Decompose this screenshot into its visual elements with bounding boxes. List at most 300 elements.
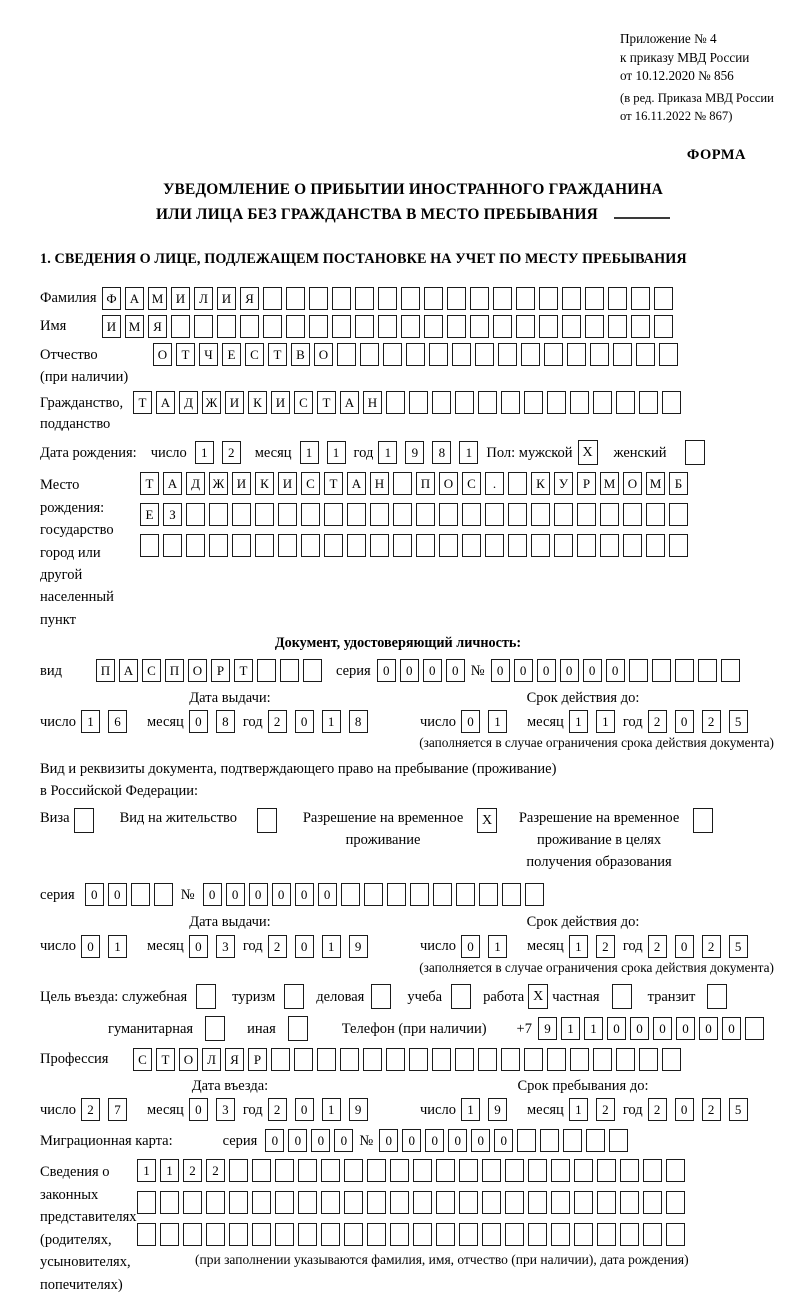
char-box[interactable]: Ж (202, 391, 221, 414)
char-box[interactable]: 2 (81, 1098, 100, 1121)
char-box[interactable] (347, 534, 366, 557)
char-box[interactable] (570, 1048, 589, 1071)
char-box[interactable] (539, 287, 558, 310)
char-box[interactable] (482, 1191, 501, 1214)
char-box[interactable] (524, 1048, 543, 1071)
entry-day[interactable] (81, 1098, 135, 1121)
char-box[interactable]: 0 (653, 1017, 672, 1040)
char-box[interactable]: С (301, 472, 320, 495)
char-box[interactable] (586, 1129, 605, 1152)
birth-place-boxes-row1[interactable] (140, 472, 692, 495)
char-box[interactable]: 0 (189, 935, 208, 958)
char-box[interactable]: 0 (494, 1129, 513, 1152)
char-box[interactable]: 8 (432, 441, 451, 464)
char-box[interactable] (413, 1191, 432, 1214)
char-box[interactable]: 0 (461, 935, 480, 958)
purpose-tourism-checkbox[interactable] (284, 984, 304, 1009)
char-box[interactable] (562, 315, 581, 338)
char-box[interactable] (609, 1129, 628, 1152)
char-box[interactable] (669, 503, 688, 526)
char-box[interactable] (424, 315, 443, 338)
char-box[interactable] (321, 1223, 340, 1246)
char-box[interactable]: Т (140, 472, 159, 495)
char-box[interactable]: З (163, 503, 182, 526)
residence-valid-month[interactable] (569, 935, 623, 958)
char-box[interactable] (590, 343, 609, 366)
char-box[interactable] (459, 1191, 478, 1214)
char-box[interactable] (531, 503, 550, 526)
char-box[interactable]: 1 (561, 1017, 580, 1040)
char-box[interactable] (470, 287, 489, 310)
profession-boxes[interactable] (133, 1048, 685, 1071)
char-box[interactable]: 0 (288, 1129, 307, 1152)
char-box[interactable] (659, 343, 678, 366)
char-box[interactable]: 0 (448, 1129, 467, 1152)
char-box[interactable] (585, 315, 604, 338)
char-box[interactable] (355, 287, 374, 310)
char-box[interactable]: 1 (461, 1098, 480, 1121)
char-box[interactable] (620, 1223, 639, 1246)
char-box[interactable]: 9 (538, 1017, 557, 1040)
char-box[interactable] (409, 391, 428, 414)
char-box[interactable]: Б (669, 472, 688, 495)
char-box[interactable] (137, 1191, 156, 1214)
char-box[interactable]: 3 (216, 1098, 235, 1121)
char-box[interactable] (562, 287, 581, 310)
char-box[interactable] (629, 659, 648, 682)
purpose-business-checkbox[interactable] (371, 984, 391, 1009)
char-box[interactable] (502, 883, 521, 906)
char-box[interactable]: 2 (222, 441, 241, 464)
char-box[interactable] (301, 534, 320, 557)
char-box[interactable] (137, 1223, 156, 1246)
char-box[interactable] (294, 1048, 313, 1071)
char-box[interactable]: А (119, 659, 138, 682)
residence-permit-checkbox[interactable] (257, 808, 277, 833)
identity-valid-day[interactable] (461, 710, 515, 733)
char-box[interactable] (528, 1223, 547, 1246)
char-box[interactable] (439, 503, 458, 526)
char-box[interactable] (370, 503, 389, 526)
char-box[interactable]: 0 (676, 1017, 695, 1040)
char-box[interactable] (600, 503, 619, 526)
char-box[interactable] (393, 534, 412, 557)
char-box[interactable] (478, 1048, 497, 1071)
purpose-other-checkbox[interactable] (288, 1016, 308, 1041)
char-box[interactable]: 2 (268, 1098, 287, 1121)
char-box[interactable] (263, 287, 282, 310)
char-box[interactable] (528, 1191, 547, 1214)
char-box[interactable]: Т (268, 343, 287, 366)
char-box[interactable]: 0 (699, 1017, 718, 1040)
char-box[interactable] (654, 315, 673, 338)
char-box[interactable] (183, 1191, 202, 1214)
char-box[interactable]: 0 (537, 659, 556, 682)
visa-checkbox[interactable] (74, 808, 94, 833)
char-box[interactable]: 2 (596, 1098, 615, 1121)
identity-valid-year[interactable] (648, 710, 756, 733)
char-box[interactable] (669, 534, 688, 557)
sex-female-checkbox[interactable] (685, 440, 705, 465)
purpose-official-checkbox[interactable] (196, 984, 216, 1009)
char-box[interactable]: 0 (108, 883, 127, 906)
char-box[interactable]: 1 (137, 1159, 156, 1182)
doc-number-boxes[interactable] (491, 659, 744, 682)
char-box[interactable]: 1 (378, 441, 397, 464)
char-box[interactable]: 5 (729, 935, 748, 958)
char-box[interactable] (567, 343, 586, 366)
char-box[interactable] (432, 391, 451, 414)
char-box[interactable]: И (232, 472, 251, 495)
char-box[interactable] (597, 1223, 616, 1246)
char-box[interactable]: 0 (675, 710, 694, 733)
char-box[interactable] (616, 391, 635, 414)
char-box[interactable] (429, 343, 448, 366)
char-box[interactable] (508, 503, 527, 526)
char-box[interactable] (478, 391, 497, 414)
char-box[interactable]: 0 (265, 1129, 284, 1152)
char-box[interactable]: 0 (272, 883, 291, 906)
char-box[interactable]: И (225, 391, 244, 414)
char-box[interactable]: 0 (471, 1129, 490, 1152)
char-box[interactable] (252, 1223, 271, 1246)
char-box[interactable] (551, 1223, 570, 1246)
char-box[interactable]: 0 (606, 659, 625, 682)
char-box[interactable] (378, 315, 397, 338)
char-box[interactable]: Р (211, 659, 230, 682)
char-box[interactable] (485, 534, 504, 557)
char-box[interactable]: Т (133, 391, 152, 414)
name-boxes[interactable] (102, 315, 677, 338)
identity-valid-month[interactable] (569, 710, 623, 733)
char-box[interactable] (585, 287, 604, 310)
char-box[interactable] (639, 391, 658, 414)
char-box[interactable]: 2 (648, 710, 667, 733)
char-box[interactable] (240, 315, 259, 338)
char-box[interactable] (344, 1223, 363, 1246)
birth-year-boxes[interactable] (378, 441, 486, 464)
char-box[interactable]: 1 (160, 1159, 179, 1182)
residence-valid-year[interactable] (648, 935, 756, 958)
char-box[interactable]: Я (148, 315, 167, 338)
char-box[interactable]: Т (156, 1048, 175, 1071)
char-box[interactable]: О (153, 343, 172, 366)
char-box[interactable] (455, 1048, 474, 1071)
char-box[interactable]: П (96, 659, 115, 682)
char-box[interactable] (544, 343, 563, 366)
char-box[interactable]: 6 (108, 710, 127, 733)
char-box[interactable]: Т (317, 391, 336, 414)
char-box[interactable] (186, 503, 205, 526)
char-box[interactable] (636, 343, 655, 366)
char-box[interactable] (593, 1048, 612, 1071)
char-box[interactable] (298, 1191, 317, 1214)
char-box[interactable]: 0 (189, 1098, 208, 1121)
char-box[interactable]: 2 (268, 710, 287, 733)
purpose-study-checkbox[interactable] (451, 984, 471, 1009)
char-box[interactable]: Я (225, 1048, 244, 1071)
char-box[interactable]: 2 (702, 710, 721, 733)
char-box[interactable] (439, 534, 458, 557)
char-box[interactable]: 0 (461, 710, 480, 733)
residence-issue-year[interactable] (268, 935, 376, 958)
char-box[interactable]: И (171, 287, 190, 310)
char-box[interactable] (646, 534, 665, 557)
char-box[interactable]: 2 (648, 1098, 667, 1121)
char-box[interactable] (309, 315, 328, 338)
char-box[interactable] (493, 315, 512, 338)
char-box[interactable]: 1 (569, 710, 588, 733)
char-box[interactable]: 0 (295, 935, 314, 958)
purpose-humanitarian-checkbox[interactable] (205, 1016, 225, 1041)
char-box[interactable]: 5 (729, 1098, 748, 1121)
char-box[interactable] (631, 315, 650, 338)
char-box[interactable]: А (340, 391, 359, 414)
char-box[interactable]: 2 (206, 1159, 225, 1182)
char-box[interactable] (539, 315, 558, 338)
char-box[interactable]: Е (222, 343, 241, 366)
char-box[interactable]: С (245, 343, 264, 366)
char-box[interactable]: 3 (216, 935, 235, 958)
char-box[interactable] (666, 1191, 685, 1214)
char-box[interactable] (386, 1048, 405, 1071)
char-box[interactable]: 9 (349, 1098, 368, 1121)
char-box[interactable] (390, 1191, 409, 1214)
char-box[interactable]: 0 (311, 1129, 330, 1152)
char-box[interactable]: 1 (322, 935, 341, 958)
doc-series-boxes[interactable] (377, 659, 469, 682)
char-box[interactable] (154, 883, 173, 906)
char-box[interactable]: С (142, 659, 161, 682)
birth-place-boxes-row3[interactable] (140, 534, 692, 557)
char-box[interactable] (643, 1191, 662, 1214)
char-box[interactable] (652, 659, 671, 682)
reps-boxes-row3[interactable] (137, 1223, 689, 1246)
char-box[interactable] (280, 659, 299, 682)
char-box[interactable] (666, 1223, 685, 1246)
char-box[interactable]: 0 (334, 1129, 353, 1152)
char-box[interactable] (551, 1191, 570, 1214)
char-box[interactable] (554, 534, 573, 557)
char-box[interactable] (387, 883, 406, 906)
char-box[interactable] (608, 315, 627, 338)
char-box[interactable]: Ф (102, 287, 121, 310)
char-box[interactable]: 1 (488, 710, 507, 733)
char-box[interactable] (341, 883, 360, 906)
char-box[interactable] (209, 534, 228, 557)
char-box[interactable] (360, 343, 379, 366)
char-box[interactable]: 0 (400, 659, 419, 682)
char-box[interactable]: 1 (81, 710, 100, 733)
residence-valid-day[interactable] (461, 935, 515, 958)
reps-boxes-row2[interactable] (137, 1191, 689, 1214)
char-box[interactable]: 0 (402, 1129, 421, 1152)
char-box[interactable] (455, 391, 474, 414)
char-box[interactable]: . (485, 472, 504, 495)
char-box[interactable] (639, 1048, 658, 1071)
char-box[interactable] (631, 287, 650, 310)
char-box[interactable] (194, 315, 213, 338)
char-box[interactable] (462, 503, 481, 526)
char-box[interactable]: Т (234, 659, 253, 682)
char-box[interactable] (186, 534, 205, 557)
char-box[interactable] (332, 315, 351, 338)
char-box[interactable] (332, 287, 351, 310)
char-box[interactable]: Н (363, 391, 382, 414)
char-box[interactable]: 0 (318, 883, 337, 906)
char-box[interactable] (337, 343, 356, 366)
char-box[interactable] (255, 503, 274, 526)
identity-issue-day[interactable] (81, 710, 135, 733)
char-box[interactable] (433, 883, 452, 906)
char-box[interactable] (232, 534, 251, 557)
char-box[interactable] (447, 287, 466, 310)
char-box[interactable] (217, 315, 236, 338)
char-box[interactable]: Е (140, 503, 159, 526)
char-box[interactable]: 1 (488, 935, 507, 958)
char-box[interactable] (479, 883, 498, 906)
char-box[interactable] (324, 534, 343, 557)
char-box[interactable]: Р (248, 1048, 267, 1071)
char-box[interactable] (344, 1191, 363, 1214)
residence-issue-month[interactable] (189, 935, 243, 958)
char-box[interactable] (416, 503, 435, 526)
char-box[interactable] (721, 659, 740, 682)
char-box[interactable] (131, 883, 150, 906)
char-box[interactable] (390, 1223, 409, 1246)
char-box[interactable]: 2 (183, 1159, 202, 1182)
char-box[interactable] (324, 503, 343, 526)
char-box[interactable] (505, 1191, 524, 1214)
char-box[interactable] (424, 287, 443, 310)
char-box[interactable] (257, 659, 276, 682)
char-box[interactable] (616, 1048, 635, 1071)
char-box[interactable] (540, 1129, 559, 1152)
char-box[interactable] (409, 1048, 428, 1071)
sex-male-checkbox[interactable]: X (578, 440, 598, 465)
char-box[interactable]: С (462, 472, 481, 495)
char-box[interactable] (498, 343, 517, 366)
char-box[interactable] (278, 534, 297, 557)
identity-issue-year[interactable] (268, 710, 376, 733)
char-box[interactable]: У (554, 472, 573, 495)
char-box[interactable] (416, 534, 435, 557)
char-box[interactable] (160, 1223, 179, 1246)
char-box[interactable] (613, 343, 632, 366)
char-box[interactable]: 0 (560, 659, 579, 682)
birth-place-boxes-row2[interactable] (140, 503, 692, 526)
char-box[interactable]: Т (324, 472, 343, 495)
char-box[interactable]: М (646, 472, 665, 495)
char-box[interactable] (459, 1223, 478, 1246)
char-box[interactable] (206, 1191, 225, 1214)
char-box[interactable] (436, 1191, 455, 1214)
purpose-private-checkbox[interactable] (612, 984, 632, 1009)
char-box[interactable]: 0 (630, 1017, 649, 1040)
char-box[interactable]: А (156, 391, 175, 414)
entry-month[interactable] (189, 1098, 243, 1121)
char-box[interactable]: Л (202, 1048, 221, 1071)
char-box[interactable] (383, 343, 402, 366)
char-box[interactable] (386, 391, 405, 414)
char-box[interactable] (698, 659, 717, 682)
char-box[interactable]: 1 (322, 1098, 341, 1121)
char-box[interactable]: С (294, 391, 313, 414)
char-box[interactable] (413, 1223, 432, 1246)
char-box[interactable] (646, 503, 665, 526)
char-box[interactable]: Н (370, 472, 389, 495)
char-box[interactable] (355, 315, 374, 338)
char-box[interactable] (577, 534, 596, 557)
char-box[interactable]: 2 (596, 935, 615, 958)
char-box[interactable] (271, 1048, 290, 1071)
char-box[interactable]: 1 (584, 1017, 603, 1040)
char-box[interactable]: 0 (81, 935, 100, 958)
char-box[interactable]: П (416, 472, 435, 495)
char-box[interactable]: Ч (199, 343, 218, 366)
char-box[interactable]: 0 (379, 1129, 398, 1152)
char-box[interactable]: А (347, 472, 366, 495)
purpose-transit-checkbox[interactable] (707, 984, 727, 1009)
char-box[interactable] (263, 315, 282, 338)
residence-issue-day[interactable] (81, 935, 135, 958)
residence-series-boxes[interactable] (85, 883, 177, 906)
char-box[interactable]: 1 (108, 935, 127, 958)
char-box[interactable]: 1 (459, 441, 478, 464)
stay-month[interactable] (569, 1098, 623, 1121)
char-box[interactable] (401, 315, 420, 338)
char-box[interactable] (470, 315, 489, 338)
char-box[interactable] (597, 1191, 616, 1214)
char-box[interactable]: 8 (349, 710, 368, 733)
char-box[interactable] (593, 391, 612, 414)
char-box[interactable] (501, 391, 520, 414)
char-box[interactable] (531, 534, 550, 557)
char-box[interactable]: Ж (209, 472, 228, 495)
char-box[interactable]: 8 (216, 710, 235, 733)
identity-issue-month[interactable] (189, 710, 243, 733)
birth-day-boxes[interactable] (195, 441, 249, 464)
char-box[interactable] (508, 472, 527, 495)
char-box[interactable]: 0 (583, 659, 602, 682)
char-box[interactable] (140, 534, 159, 557)
char-box[interactable] (570, 391, 589, 414)
char-box[interactable] (493, 287, 512, 310)
char-box[interactable] (298, 1223, 317, 1246)
char-box[interactable]: 0 (203, 883, 222, 906)
char-box[interactable]: 7 (108, 1098, 127, 1121)
char-box[interactable]: М (600, 472, 619, 495)
char-box[interactable] (475, 343, 494, 366)
char-box[interactable]: 0 (377, 659, 396, 682)
temp-permit-checkbox[interactable]: X (477, 808, 497, 833)
char-box[interactable]: И (278, 472, 297, 495)
char-box[interactable]: М (125, 315, 144, 338)
birth-month-boxes[interactable] (300, 441, 354, 464)
char-box[interactable] (554, 503, 573, 526)
char-box[interactable] (229, 1191, 248, 1214)
char-box[interactable] (563, 1129, 582, 1152)
char-box[interactable]: В (291, 343, 310, 366)
char-box[interactable] (286, 315, 305, 338)
char-box[interactable]: 9 (488, 1098, 507, 1121)
char-box[interactable]: Р (577, 472, 596, 495)
char-box[interactable]: Т (176, 343, 195, 366)
char-box[interactable] (229, 1223, 248, 1246)
char-box[interactable] (608, 287, 627, 310)
char-box[interactable]: 0 (85, 883, 104, 906)
char-box[interactable] (462, 534, 481, 557)
